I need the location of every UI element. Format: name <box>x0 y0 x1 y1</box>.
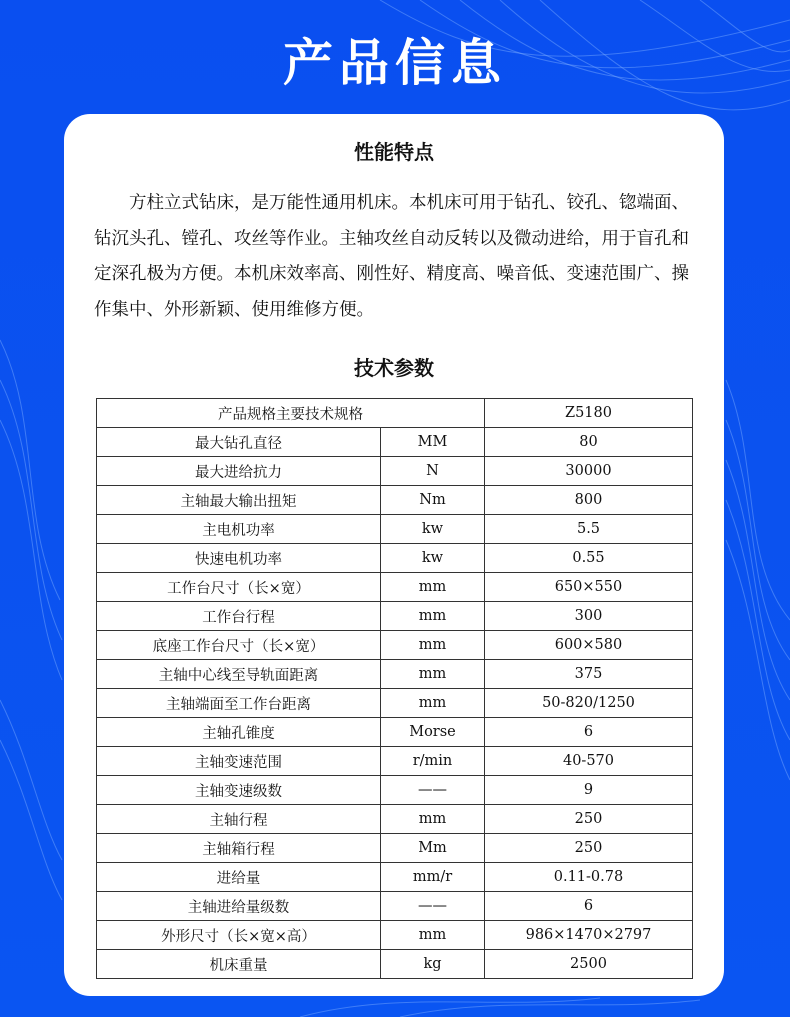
spec-name-cell: 主轴变速级数 <box>97 776 381 805</box>
spec-unit-cell: Mm <box>381 834 485 863</box>
spec-value-cell: 6 <box>485 892 693 921</box>
spec-row <box>97 747 693 776</box>
spec-name-cell: 外形尺寸（长×宽×高） <box>97 921 381 950</box>
spec-unit-cell: mm <box>381 631 485 660</box>
spec-name-cell: 工作台行程 <box>97 602 381 631</box>
spec-header-row <box>97 399 693 428</box>
spec-value-cell: 6 <box>485 718 693 747</box>
spec-unit-cell: mm/r <box>381 863 485 892</box>
spec-value-cell: 30000 <box>485 457 693 486</box>
spec-name-cell: 主轴中心线至导轨面距离 <box>97 660 381 689</box>
spec-row <box>97 486 693 515</box>
spec-unit-cell: —— <box>381 892 485 921</box>
features-title: 性能特点 <box>354 140 434 164</box>
spec-name-cell: 主电机功率 <box>97 515 381 544</box>
features-description: 方柱立式钻床，是万能性通用机床。本机床可用于钻孔、铰孔、锪端面、钻沉头孔、镗孔、攻丝等作业。主轴攻丝自动反转以及微动进给，用于盲孔和定深孔极为方便。本机床效率高、刚性好、精度高、噪音低、变速范围广、操作集中、外形新颖、使用维修方便。 <box>94 193 689 320</box>
spec-value-cell: 50-820/1250 <box>485 689 693 718</box>
spec-value-cell: 800 <box>485 486 693 515</box>
spec-name-cell: 底座工作台尺寸（长×宽） <box>97 631 381 660</box>
spec-unit-cell: N <box>381 457 485 486</box>
spec-value-cell: 0.55 <box>485 544 693 573</box>
spec-unit-cell: MM <box>381 428 485 457</box>
specs-title: 技术参数 <box>354 356 434 380</box>
spec-header-model: Z5180 <box>485 399 693 428</box>
spec-name-cell: 工作台尺寸（长×宽） <box>97 573 381 602</box>
spec-unit-cell: Nm <box>381 486 485 515</box>
spec-unit-cell: kg <box>381 950 485 979</box>
spec-value-cell: 250 <box>485 834 693 863</box>
spec-row <box>97 428 693 457</box>
spec-name-cell: 最大钻孔直径 <box>97 428 381 457</box>
spec-unit-cell: mm <box>381 805 485 834</box>
spec-value-cell: 2500 <box>485 950 693 979</box>
spec-value-cell: 5.5 <box>485 515 693 544</box>
spec-row <box>97 660 693 689</box>
spec-unit-cell: —— <box>381 776 485 805</box>
spec-unit-cell: Morse <box>381 718 485 747</box>
spec-name-cell: 主轴进给量级数 <box>97 892 381 921</box>
spec-row <box>97 834 693 863</box>
spec-name-cell: 主轴箱行程 <box>97 834 381 863</box>
spec-value-cell: 375 <box>485 660 693 689</box>
spec-unit-cell: mm <box>381 921 485 950</box>
spec-unit-cell: mm <box>381 660 485 689</box>
spec-row <box>97 544 693 573</box>
spec-row <box>97 689 693 718</box>
spec-row <box>97 573 693 602</box>
spec-value-cell: 250 <box>485 805 693 834</box>
spec-row <box>97 457 693 486</box>
spec-table <box>96 398 693 979</box>
spec-row <box>97 515 693 544</box>
spec-value-cell: 300 <box>485 602 693 631</box>
spec-name-cell: 最大进给抗力 <box>97 457 381 486</box>
spec-row <box>97 863 693 892</box>
page-title: 产品信息 <box>283 34 507 92</box>
spec-row <box>97 602 693 631</box>
spec-row <box>97 631 693 660</box>
spec-value-cell: 986×1470×2797 <box>485 921 693 950</box>
spec-unit-cell: kw <box>381 544 485 573</box>
spec-row <box>97 921 693 950</box>
spec-name-cell: 主轴变速范围 <box>97 747 381 776</box>
spec-name-cell: 快速电机功率 <box>97 544 381 573</box>
spec-value-cell: 600×580 <box>485 631 693 660</box>
spec-unit-cell: r/min <box>381 747 485 776</box>
spec-unit-cell: mm <box>381 602 485 631</box>
spec-row <box>97 950 693 979</box>
product-info-card <box>64 114 724 996</box>
spec-name-cell: 主轴行程 <box>97 805 381 834</box>
spec-name-cell: 主轴孔锥度 <box>97 718 381 747</box>
spec-unit-cell: mm <box>381 689 485 718</box>
spec-value-cell: 80 <box>485 428 693 457</box>
spec-unit-cell: kw <box>381 515 485 544</box>
spec-row <box>97 718 693 747</box>
spec-name-cell: 主轴端面至工作台距离 <box>97 689 381 718</box>
spec-name-cell: 进给量 <box>97 863 381 892</box>
spec-row <box>97 805 693 834</box>
spec-value-cell: 9 <box>485 776 693 805</box>
spec-value-cell: 650×550 <box>485 573 693 602</box>
spec-row <box>97 776 693 805</box>
spec-row <box>97 892 693 921</box>
spec-name-cell: 机床重量 <box>97 950 381 979</box>
spec-value-cell: 0.11-0.78 <box>485 863 693 892</box>
spec-name-cell: 主轴最大输出扭矩 <box>97 486 381 515</box>
spec-header-label: 产品规格主要技术规格 <box>97 399 485 428</box>
spec-unit-cell: mm <box>381 573 485 602</box>
spec-value-cell: 40-570 <box>485 747 693 776</box>
